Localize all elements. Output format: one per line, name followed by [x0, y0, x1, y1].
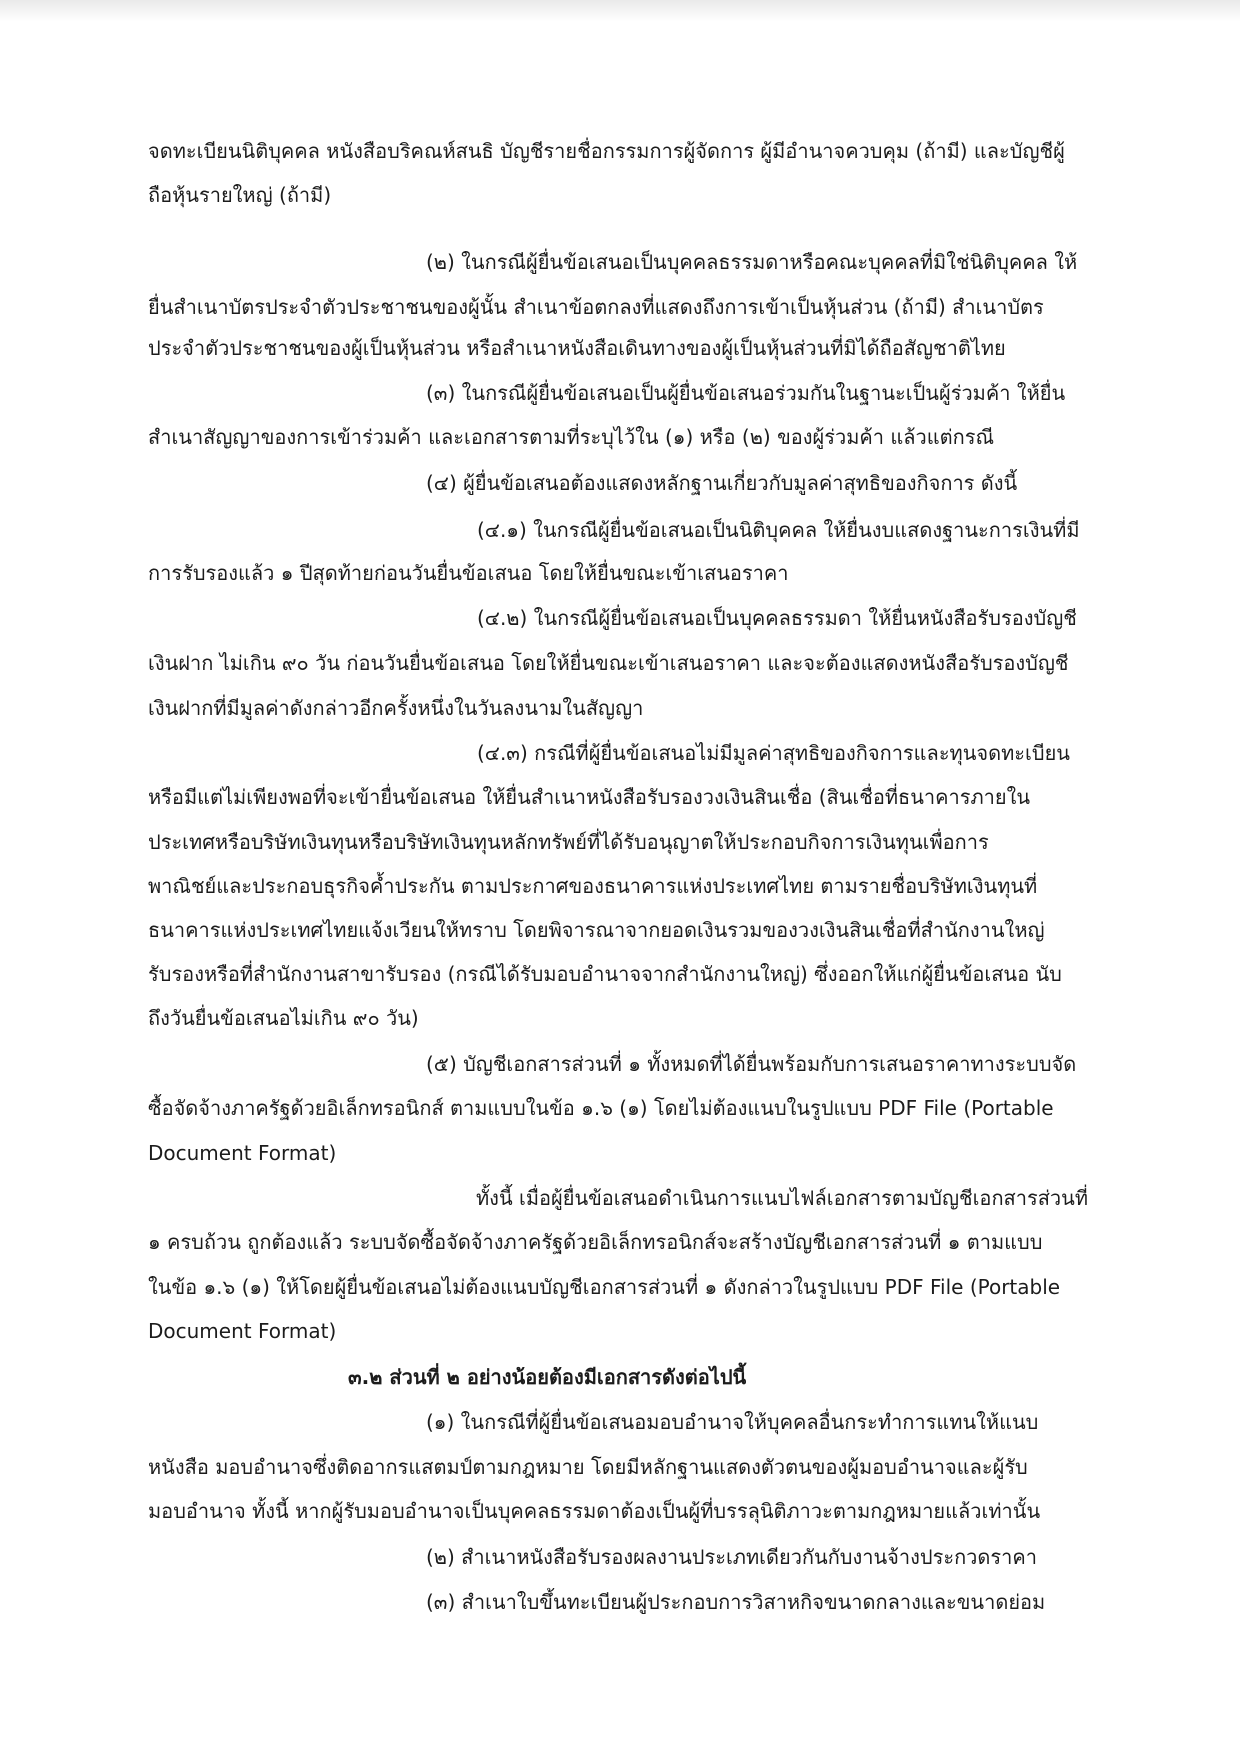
text-line: (๒) สำเนาหนังสือรับรองผลงานประเภทเดียวกันกับงานจ้างประกวดราคา [426, 1545, 1037, 1569]
text-line: มอบอำนาจ ทั้งนี้ หากผู้รับมอบอำนาจเป็นบุคคลธรรมดาต้องเป็นผู้ที่บรรลุนิติภาวะตามกฎหมายแล้วเท่านั้น [148, 1499, 1041, 1523]
text-line: ถือหุ้นรายใหญ่ (ถ้ามี) [148, 183, 332, 207]
text-line: ในข้อ ๑.๖ (๑) ให้โดยผู้ยื่นข้อเสนอไม่ต้องแนบบัญชีเอกสารส่วนที่ ๑ ดังกล่าวในรูปแบบ PDF File (Portable [148, 1275, 1061, 1299]
section-heading: ๓.๒ ส่วนที่ ๒ อย่างน้อยต้องมีเอกสารดังต่อไปนี้ [348, 1365, 747, 1389]
text-line: สำเนาสัญญาของการเข้าร่วมค้า และเอกสารตามที่ระบุไว้ใน (๑) หรือ (๒) ของผู้ร่วมค้า แล้วแต่กรณี [148, 425, 995, 449]
text-line: หรือมีแต่ไม่เพียงพอที่จะเข้ายื่นข้อเสนอ ให้ยื่นสำเนาหนังสือรับรองวงเงินสินเชื่อ (สินเชื่อที่ธนาคารภายใน [148, 785, 1031, 809]
text-line: (๔) ผู้ยื่นข้อเสนอต้องแสดงหลักฐานเกี่ยวกับมูลค่าสุทธิของกิจการ ดังนี้ [426, 471, 1018, 495]
text-line: (๔.๓) กรณีที่ผู้ยื่นข้อเสนอไม่มีมูลค่าสุทธิของกิจการและทุนจดทะเบียน [477, 741, 1070, 765]
text-line: (๓) สำเนาใบขึ้นทะเบียนผู้ประกอบการวิสาหกิจขนาดกลางและขนาดย่อม [426, 1590, 1046, 1614]
text-line: จดทะเบียนนิติบุคคล หนังสือบริคณห์สนธิ บัญชีรายชื่อกรรมการผู้จัดการ ผู้มีอำนาจควบคุม (ถ้ามี) และบัญชีผู้ [148, 139, 1065, 163]
text-line: (๔.๑) ในกรณีผู้ยื่นข้อเสนอเป็นนิติบุคคล ให้ยื่นงบแสดงฐานะการเงินที่มี [477, 518, 1080, 542]
text-line: พาณิชย์และประกอบธุรกิจค้ำประกัน ตามประกาศของธนาคารแห่งประเทศไทย ตามรายชื่อบริษัทเงินทุนที่ [148, 874, 1038, 898]
text-line: เงินฝาก ไม่เกิน ๙๐ วัน ก่อนวันยื่นข้อเสนอ โดยให้ยื่นขณะเข้าเสนอราคา และจะต้องแสดงหนังสือรับรองบัญชี [148, 651, 1069, 675]
text-line: การรับรองแล้ว ๑ ปีสุดท้ายก่อนวันยื่นข้อเสนอ โดยให้ยื่นขณะเข้าเสนอราคา [148, 561, 789, 585]
text-line: ๑ ครบถ้วน ถูกต้องแล้ว ระบบจัดซื้อจัดจ้างภาครัฐด้วยอิเล็กทรอนิกส์จะสร้างบัญชีเอกสารส่วนที่ ๑ ตามแบบ [148, 1230, 1043, 1254]
text-line: ธนาคารแห่งประเทศไทยแจ้งเวียนให้ทราบ โดยพิจารณาจากยอดเงินรวมของวงเงินสินเชื่อที่สำนักงานใหญ่ [148, 918, 1045, 942]
text-line: ถึงวันยื่นข้อเสนอไม่เกิน ๙๐ วัน) [148, 1006, 419, 1030]
text-line: (๓) ในกรณีผู้ยื่นข้อเสนอเป็นผู้ยื่นข้อเสนอร่วมกันในฐานะเป็นผู้ร่วมค้า ให้ยื่น [426, 381, 1066, 405]
text-line: ซื้อจัดจ้างภาครัฐด้วยอิเล็กทรอนิกส์ ตามแบบในข้อ ๑.๖ (๑) โดยไม่ต้องแนบในรูปแบบ PDF File (Portable [148, 1096, 1054, 1120]
text-line: (๑) ในกรณีที่ผู้ยื่นข้อเสนอมอบอำนาจให้บุคคลอื่นกระทำการแทนให้แนบ [426, 1410, 1039, 1434]
text-line: หนังสือ มอบอำนาจซึ่งติดอากรแสตมป์ตามกฎหมาย โดยมีหลักฐานแสดงตัวตนของผู้มอบอำนาจและผู้รับ [148, 1455, 1028, 1479]
text-line: (๔.๒) ในกรณีผู้ยื่นข้อเสนอเป็นบุคคลธรรมดา ให้ยื่นหนังสือรับรองบัญชี [477, 606, 1077, 630]
text-line: ประจำตัวประชาชนของผู้เป็นหุ้นส่วน หรือสำเนาหนังสือเดินทางของผู้เป็นหุ้นส่วนที่มิได้ถือสัญชาติไทย [148, 336, 1006, 360]
text-line: ยื่นสำเนาบัตรประจำตัวประชาชนของผู้นั้น สำเนาข้อตกลงที่แสดงถึงการเข้าเป็นหุ้นส่วน (ถ้ามี) สำเนาบัตร [148, 295, 1044, 319]
text-line: (๒) ในกรณีผู้ยื่นข้อเสนอเป็นบุคคลธรรมดาหรือคณะบุคคลที่มิใช่นิติบุคคล ให้ [426, 250, 1078, 274]
scan-edge [0, 0, 1240, 22]
text-line: เงินฝากที่มีมูลค่าดังกล่าวอีกครั้งหนึ่งในวันลงนามในสัญญา [148, 696, 644, 720]
text-line: ทั้งนี้ เมื่อผู้ยื่นข้อเสนอดำเนินการแนบไฟล์เอกสารตามบัญชีเอกสารส่วนที่ [476, 1186, 1089, 1210]
text-line: Document Format) [148, 1141, 337, 1165]
text-line: ประเทศหรือบริษัทเงินทุนหรือบริษัทเงินทุนหลักทรัพย์ที่ได้รับอนุญาตให้ประกอบกิจการเงินทุนเพื่อการ [148, 830, 989, 854]
text-line: Document Format) [148, 1319, 337, 1343]
text-line: รับรองหรือที่สำนักงานสาขารับรอง (กรณีได้รับมอบอำนาจจากสำนักงานใหญ่) ซึ่งออกให้แก่ผู้ยื่นข้อเสนอ นับ [148, 962, 1062, 986]
text-line: (๕) บัญชีเอกสารส่วนที่ ๑ ทั้งหมดที่ได้ยื่นพร้อมกับการเสนอราคาทางระบบจัด [426, 1052, 1077, 1076]
